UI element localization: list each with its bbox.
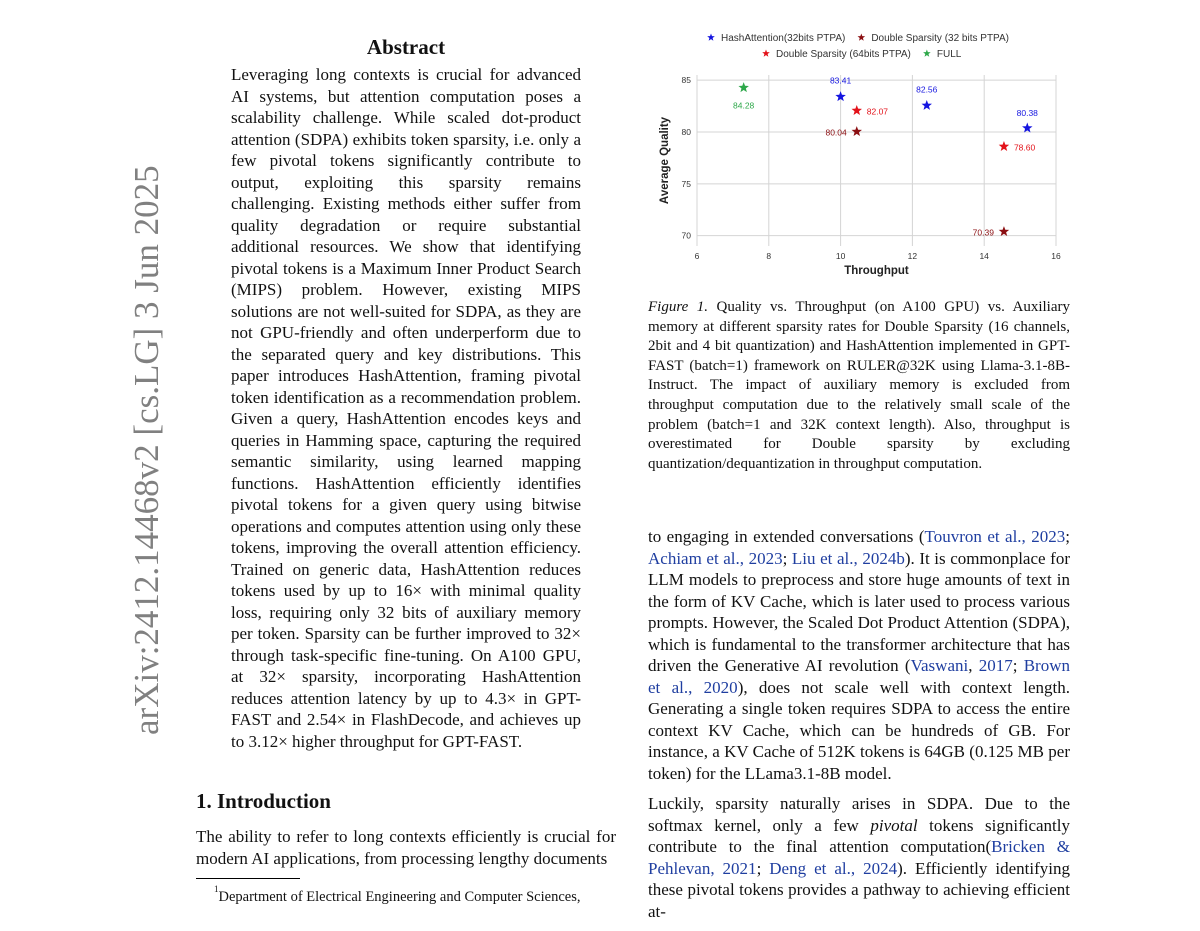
footnote-mark: 1 xyxy=(214,884,219,894)
legend-entry: Double Sparsity (64bits PTPA) xyxy=(776,49,911,60)
y-tick-label: 80 xyxy=(681,127,691,137)
legend-entry: Double Sparsity (32 bits PTPA) xyxy=(871,33,1009,44)
footnote xyxy=(214,884,580,906)
section-heading-introduction: 1. Introduction xyxy=(196,789,331,813)
data-label: 82.56 xyxy=(916,84,938,95)
paragraph xyxy=(648,793,1070,922)
citation-link[interactable]: Brown et al., 2020 xyxy=(648,656,1070,697)
data-point-star xyxy=(852,126,862,136)
text-run: ). It is commonplace for LLM models to preprocess and store huge amounts of text in the form of KV Cache, which is later used to process various prompts. However, the Scaled Dot Product Attention (SDPA), which is fundamental to the transformer architecture that has driven the Generative AI revolution ( xyxy=(648,548,1070,675)
footnote-rule xyxy=(196,878,300,879)
abstract-heading: Abstract xyxy=(366,35,446,59)
citation-link[interactable]: Bricken & Pehlevan, 2021 xyxy=(648,837,1070,878)
legend-marker-star xyxy=(858,34,866,41)
legend-marker-star xyxy=(762,50,770,57)
text-run: to engaging in extended conversations ( xyxy=(648,527,925,546)
x-tick-label: 8 xyxy=(766,251,772,261)
data-label: 80.38 xyxy=(1016,108,1038,119)
x-axis-label: Throughput xyxy=(844,265,909,277)
y-tick-label: 70 xyxy=(681,230,691,241)
citation-link[interactable]: Achiam et al., 2023 xyxy=(648,548,783,568)
data-point-star xyxy=(1022,123,1032,133)
x-tick-label: 10 xyxy=(835,251,846,261)
x-tick-label: 12 xyxy=(907,251,918,261)
text-run: , xyxy=(968,656,979,675)
y-axis-label: Average Quality xyxy=(659,116,671,205)
data-point-star xyxy=(999,226,1009,236)
quality-throughput-chart xyxy=(648,28,1072,283)
legend-entry: FULL xyxy=(936,49,962,60)
figure-caption xyxy=(648,298,1070,474)
data-label: 78.60 xyxy=(1013,142,1036,153)
text-run: ; xyxy=(782,548,792,568)
footnote-text: Department of Electrical Engineering and Computer Sciences, xyxy=(218,888,581,905)
text-run: ). Efficiently identifying these pivotal tokens provides a pathway to achieving efficient at- xyxy=(648,858,1070,921)
x-tick-label: 16 xyxy=(1051,251,1061,261)
data-label: 70.39 xyxy=(972,227,994,238)
emphasis: pivotal xyxy=(870,815,918,835)
legend-marker-star xyxy=(707,34,715,41)
data-label: 82.07 xyxy=(866,106,889,117)
citation-link[interactable]: Liu et al., 2024b xyxy=(791,548,905,568)
arxiv-identifier: arXiv:2412.14468v2 [cs.LG] 3 Jun 2025 xyxy=(127,165,166,735)
citation-link[interactable]: Touvron et al., 2023 xyxy=(924,527,1066,546)
text-run: tokens significantly contribute to the final attention computation( xyxy=(648,815,1070,856)
introduction-text: The ability to refer to long contexts efficiently is crucial for modern AI applications, from processing lengthy documents xyxy=(196,827,616,868)
x-tick-label: 6 xyxy=(694,251,700,261)
text-run: Luckily, sparsity naturally arises in SDPA. Due to the softmax kernel, only a few xyxy=(648,794,1070,835)
data-point-star xyxy=(738,82,748,92)
figure-label: Figure 1. xyxy=(648,299,709,315)
data-point-star xyxy=(852,105,862,115)
legend-entry: HashAttention(32bits PTPA) xyxy=(721,33,846,44)
data-label: 84.28 xyxy=(733,100,755,111)
right-column-body xyxy=(648,526,1070,931)
legend-marker-star xyxy=(923,50,931,57)
data-point-star xyxy=(922,100,932,110)
figure-caption-text: Quality vs. Throughput (on A100 GPU) vs. Auxiliary memory at different sparsity rates for Double Sparsity (16 channels, 2bit and 4 bit quantization) and HashAttention implemented in GPT-FAST (batch=1) framework on RULER@32K using Llama-3.1-8B-Instruct. The impact of auxiliary memory is excluded from throughput computation due to the relatively small scale of the problem (batch=1 and 32K context length). Also, throughput is overestimated for Double sparsity by excluding quantization/dequantization in throughput computation. xyxy=(648,299,1070,472)
data-point-star xyxy=(999,141,1009,151)
text-run: ; xyxy=(1065,527,1070,546)
abstract-text: Leveraging long contexts is crucial for advanced AI systems, but attention computation poses a scalability challenge. While scaled dot-product attention (SDPA) exhibits token sparsity, i.e. only a few pivotal tokens significantly contribute to output, exploiting this sparsity remains challenging. Existing methods either suffer from quality degradation or require substantial additional resources. We show that identifying pivotal tokens is a Maximum Inner Product Search (MIPS) problem. However, existing MIPS solutions are not well-suited for SDPA, as they are not GPU-friendly and often underperform due to the separated query and key distributions. This paper introduces HashAttention, framing pivotal token identification as a recommendation problem. Given a query, HashAttention encodes keys and queries in Hamming space, capturing the required semantic similarity, using learned mapping functions. HashAttention efficiently identifies pivotal tokens for a given query using bitwise operations and computes attention using only these tokens, improving the overall attention efficiency. Trained on generic data, HashAttention reduces tokens used by up to 16× with minimal quality loss, requiring only 32 bits of auxiliary memory per token. Sparsity can be further improved to 32× through task-specific fine-tuning. On A100 GPU, at 32× sparsity, incorporating HashAttention reduces attention latency by up to 4.3× in GPT-FAST and 2.54× in FlashDecode, and achieves up to 3.12× higher throughput for GPT-FAST. xyxy=(231,65,581,751)
citation-link[interactable]: Vaswani xyxy=(910,656,969,675)
x-tick-label: 14 xyxy=(979,251,989,261)
data-label: 83.41 xyxy=(829,75,852,86)
citation-link[interactable]: Deng et al., 2024 xyxy=(769,858,898,878)
text-run: ; xyxy=(756,858,770,878)
data-label: 80.04 xyxy=(825,127,847,138)
citation-link[interactable]: 2017 xyxy=(978,656,1013,675)
text-run: ), does not scale well with context length. Generating a single token requires SDPA to access the entire context KV Cache, which can be hundreds of GB. For instance, a KV Cache of 512K tokens is 64GB (0.125 MB per token) for the LLama3.1-8B model. xyxy=(648,677,1070,783)
text-run: ; xyxy=(1012,656,1024,675)
paragraph xyxy=(648,526,1070,784)
y-tick-label: 75 xyxy=(681,178,691,189)
y-tick-label: 85 xyxy=(681,75,691,86)
